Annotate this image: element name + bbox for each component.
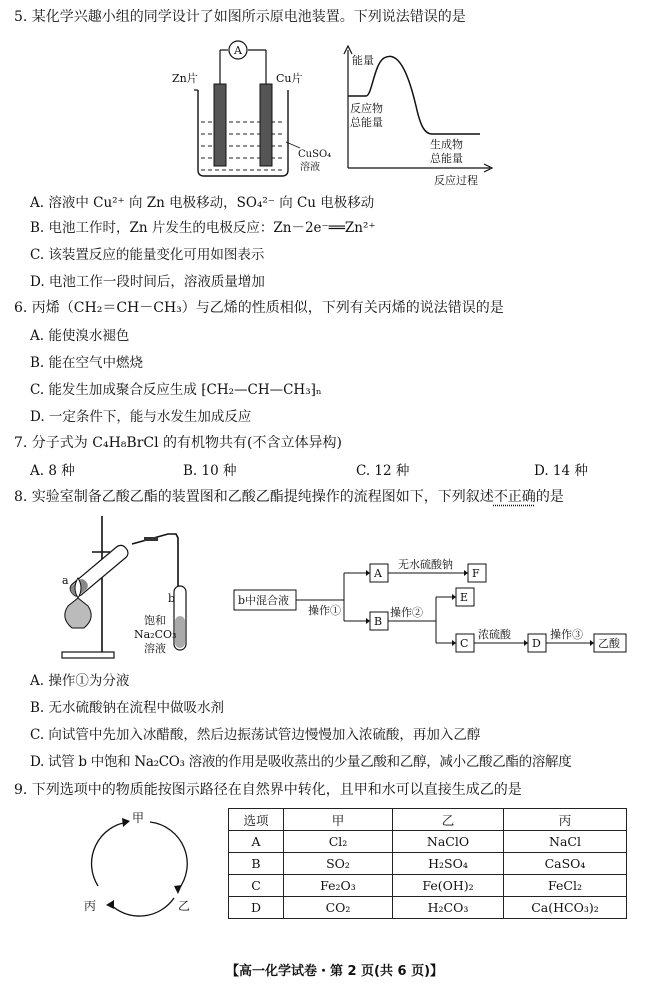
reactants-label-2: 总能量 — [350, 116, 383, 129]
flow-op3-label: 操作③ — [550, 628, 583, 641]
q6-option-d[interactable]: D. 一定条件下，能与水发生加成反应 — [30, 409, 252, 425]
energy-xlabel: 反应过程 — [434, 174, 478, 187]
table-header-cell: 乙 — [393, 809, 504, 831]
q5-option-d[interactable]: D. 电池工作一段时间后，溶液质量增加 — [30, 274, 265, 290]
flow-b-label: B — [374, 615, 383, 628]
table-cell: FeCl₂ — [504, 875, 627, 897]
zn-electrode — [214, 84, 226, 166]
sodium-carbonate-label-2: Na₂CO₃ — [134, 628, 177, 641]
flow-reagent1-label: 无水硫酸钠 — [398, 558, 453, 571]
energy-diagram — [340, 44, 500, 188]
q5-option-a[interactable]: A. 溶液中 Cu²⁺ 向 Zn 电极移动，SO₄²⁻ 向 Cu 电极移动 — [30, 195, 375, 211]
label-a: a — [62, 574, 69, 587]
table-cell: Fe₂O₃ — [284, 875, 393, 897]
q9-options-table — [228, 808, 627, 919]
table-cell: Cl₂ — [284, 831, 393, 853]
table-header-row — [229, 809, 627, 831]
q7-option-a[interactable]: A. 8 种 — [30, 463, 75, 479]
q8-option-d[interactable]: D. 试管 b 中饱和 Na₂CO₃ 溶液的作用是吸收蒸出的少量乙酸和乙醇，减小乙酸乙酯的溶解度 — [30, 754, 572, 770]
products-label-2: 总能量 — [430, 152, 463, 165]
q6-option-b[interactable]: B. 能在空气中燃烧 — [30, 355, 144, 371]
arrow-jia-to-yi-icon — [174, 885, 182, 894]
table-cell: CO₂ — [284, 897, 393, 919]
table-cell: B — [229, 853, 284, 875]
arrow-yi-to-bing-icon — [106, 900, 114, 909]
q8-stem — [14, 486, 564, 506]
alcohol-lamp — [65, 598, 91, 628]
flow-d-label: D — [532, 637, 541, 650]
q7-option-c[interactable]: C. 12 种 — [356, 463, 410, 479]
flow-op1-label: 操作① — [308, 604, 341, 617]
flow-f-label: F — [472, 567, 480, 580]
flow-op2-label: 操作② — [390, 606, 423, 619]
table-cell: H₂CO₃ — [393, 897, 504, 919]
q9-stem: 9. 下列选项中的物质能按图示路径在自然界中转化，且甲和水可以直接生成乙的是 — [14, 782, 522, 798]
table-cell: A — [229, 831, 284, 853]
table-cell: NaCl — [504, 831, 627, 853]
cu-label: Cu片 — [276, 72, 303, 85]
cycle-bing: 丙 — [84, 899, 97, 913]
q6-option-a[interactable]: A. 能使溴水褪色 — [30, 328, 130, 344]
page-footer: 【高一化学试卷・第 2 页(共 6 页)】 — [225, 964, 444, 979]
q8-stem-emphasis: 不正确 — [493, 489, 536, 505]
table-cell: NaClO — [393, 831, 504, 853]
q5-stem: 5. 某化学兴趣小组的同学设计了如图所示原电池装置。下列说法错误的是 — [14, 9, 466, 25]
ammeter-label: A — [234, 44, 242, 57]
cycle-yi: 乙 — [178, 899, 191, 913]
sodium-carbonate-label-3: 溶液 — [144, 642, 166, 655]
table-row[interactable] — [229, 875, 627, 897]
table-row[interactable] — [229, 831, 627, 853]
q8-stem-post: 的是 — [535, 489, 564, 505]
cu-electrode — [260, 84, 272, 166]
q8-option-c[interactable]: C. 向试管中先加入冰醋酸，然后边振荡试管边慢慢加入浓硫酸，再加入乙醇 — [30, 727, 481, 743]
q6-stem: 6. 丙烯（CH₂＝CH－CH₃）与乙烯的性质相似，下列有关丙烯的说法错误的是 — [14, 300, 504, 316]
beaker — [198, 90, 288, 176]
galvanic-cell-figure — [168, 32, 346, 182]
q6-option-c[interactable]: C. 能发生加成聚合反应生成 ⁅CH₂—CH—CH₃⁆ₙ — [30, 382, 322, 398]
table-row[interactable] — [229, 853, 627, 875]
cycle-diagram — [80, 806, 200, 918]
solution-label: CuSO₄ — [298, 149, 332, 160]
q7-stem: 7. 分子式为 C₄H₈BrCl 的有机物共有(不含立体异构) — [14, 435, 342, 451]
label-b: b — [168, 592, 176, 605]
flow-a-label: A — [374, 567, 382, 580]
reactants-label: 反应物 — [350, 102, 383, 115]
q8-option-a[interactable]: A. 操作①为分液 — [30, 673, 130, 689]
esterification-apparatus — [48, 512, 208, 662]
table-row[interactable] — [229, 897, 627, 919]
table-cell: CaSO₄ — [504, 853, 627, 875]
table-cell: H₂SO₄ — [393, 853, 504, 875]
purification-flowchart — [232, 556, 632, 660]
flow-start-label: b中混合液 — [238, 594, 290, 607]
table-header-cell: 选项 — [229, 809, 284, 831]
table-cell: D — [229, 897, 284, 919]
flow-reagent2-label: 浓硫酸 — [478, 628, 511, 641]
q8-stem-pre: 8. 实验室制备乙酸乙酯的装置图和乙酸乙酯提纯操作的流程图如下，下列叙述 — [14, 489, 494, 505]
table-cell: Fe(OH)₂ — [393, 875, 504, 897]
q7-option-d[interactable]: D. 14 种 — [534, 463, 588, 479]
flow-c-label: C — [460, 637, 469, 650]
q8-option-b[interactable]: B. 无水硫酸钠在流程中做吸水剂 — [30, 700, 225, 716]
energy-ylabel: 能量 — [352, 54, 374, 67]
q7-option-b[interactable]: B. 10 种 — [183, 463, 237, 479]
table-header-cell: 甲 — [284, 809, 393, 831]
cycle-jia: 甲 — [132, 811, 145, 825]
delivery-tube — [132, 534, 178, 600]
sodium-carbonate-label: 饱和 — [144, 614, 166, 627]
products-label: 生成物 — [430, 138, 463, 151]
zn-label: Zn片 — [172, 72, 198, 85]
table-header-cell: 丙 — [504, 809, 627, 831]
flow-e-label: E — [460, 591, 469, 604]
arrow-bing-to-jia-icon — [122, 818, 130, 827]
table-cell: SO₂ — [284, 853, 393, 875]
q5-option-b[interactable]: B. 电池工作时，Zn 片发生的电极反应：Zn－2e⁻══Zn²⁺ — [30, 220, 376, 236]
table-cell: Ca(HCO₃)₂ — [504, 897, 627, 919]
q5-option-c[interactable]: C. 该装置反应的能量变化可用如图表示 — [30, 247, 265, 263]
stand-base — [62, 652, 114, 658]
solution-label-2: 溶液 — [300, 162, 320, 173]
table-cell: C — [229, 875, 284, 897]
flow-product-label: 乙酸 — [598, 637, 620, 650]
